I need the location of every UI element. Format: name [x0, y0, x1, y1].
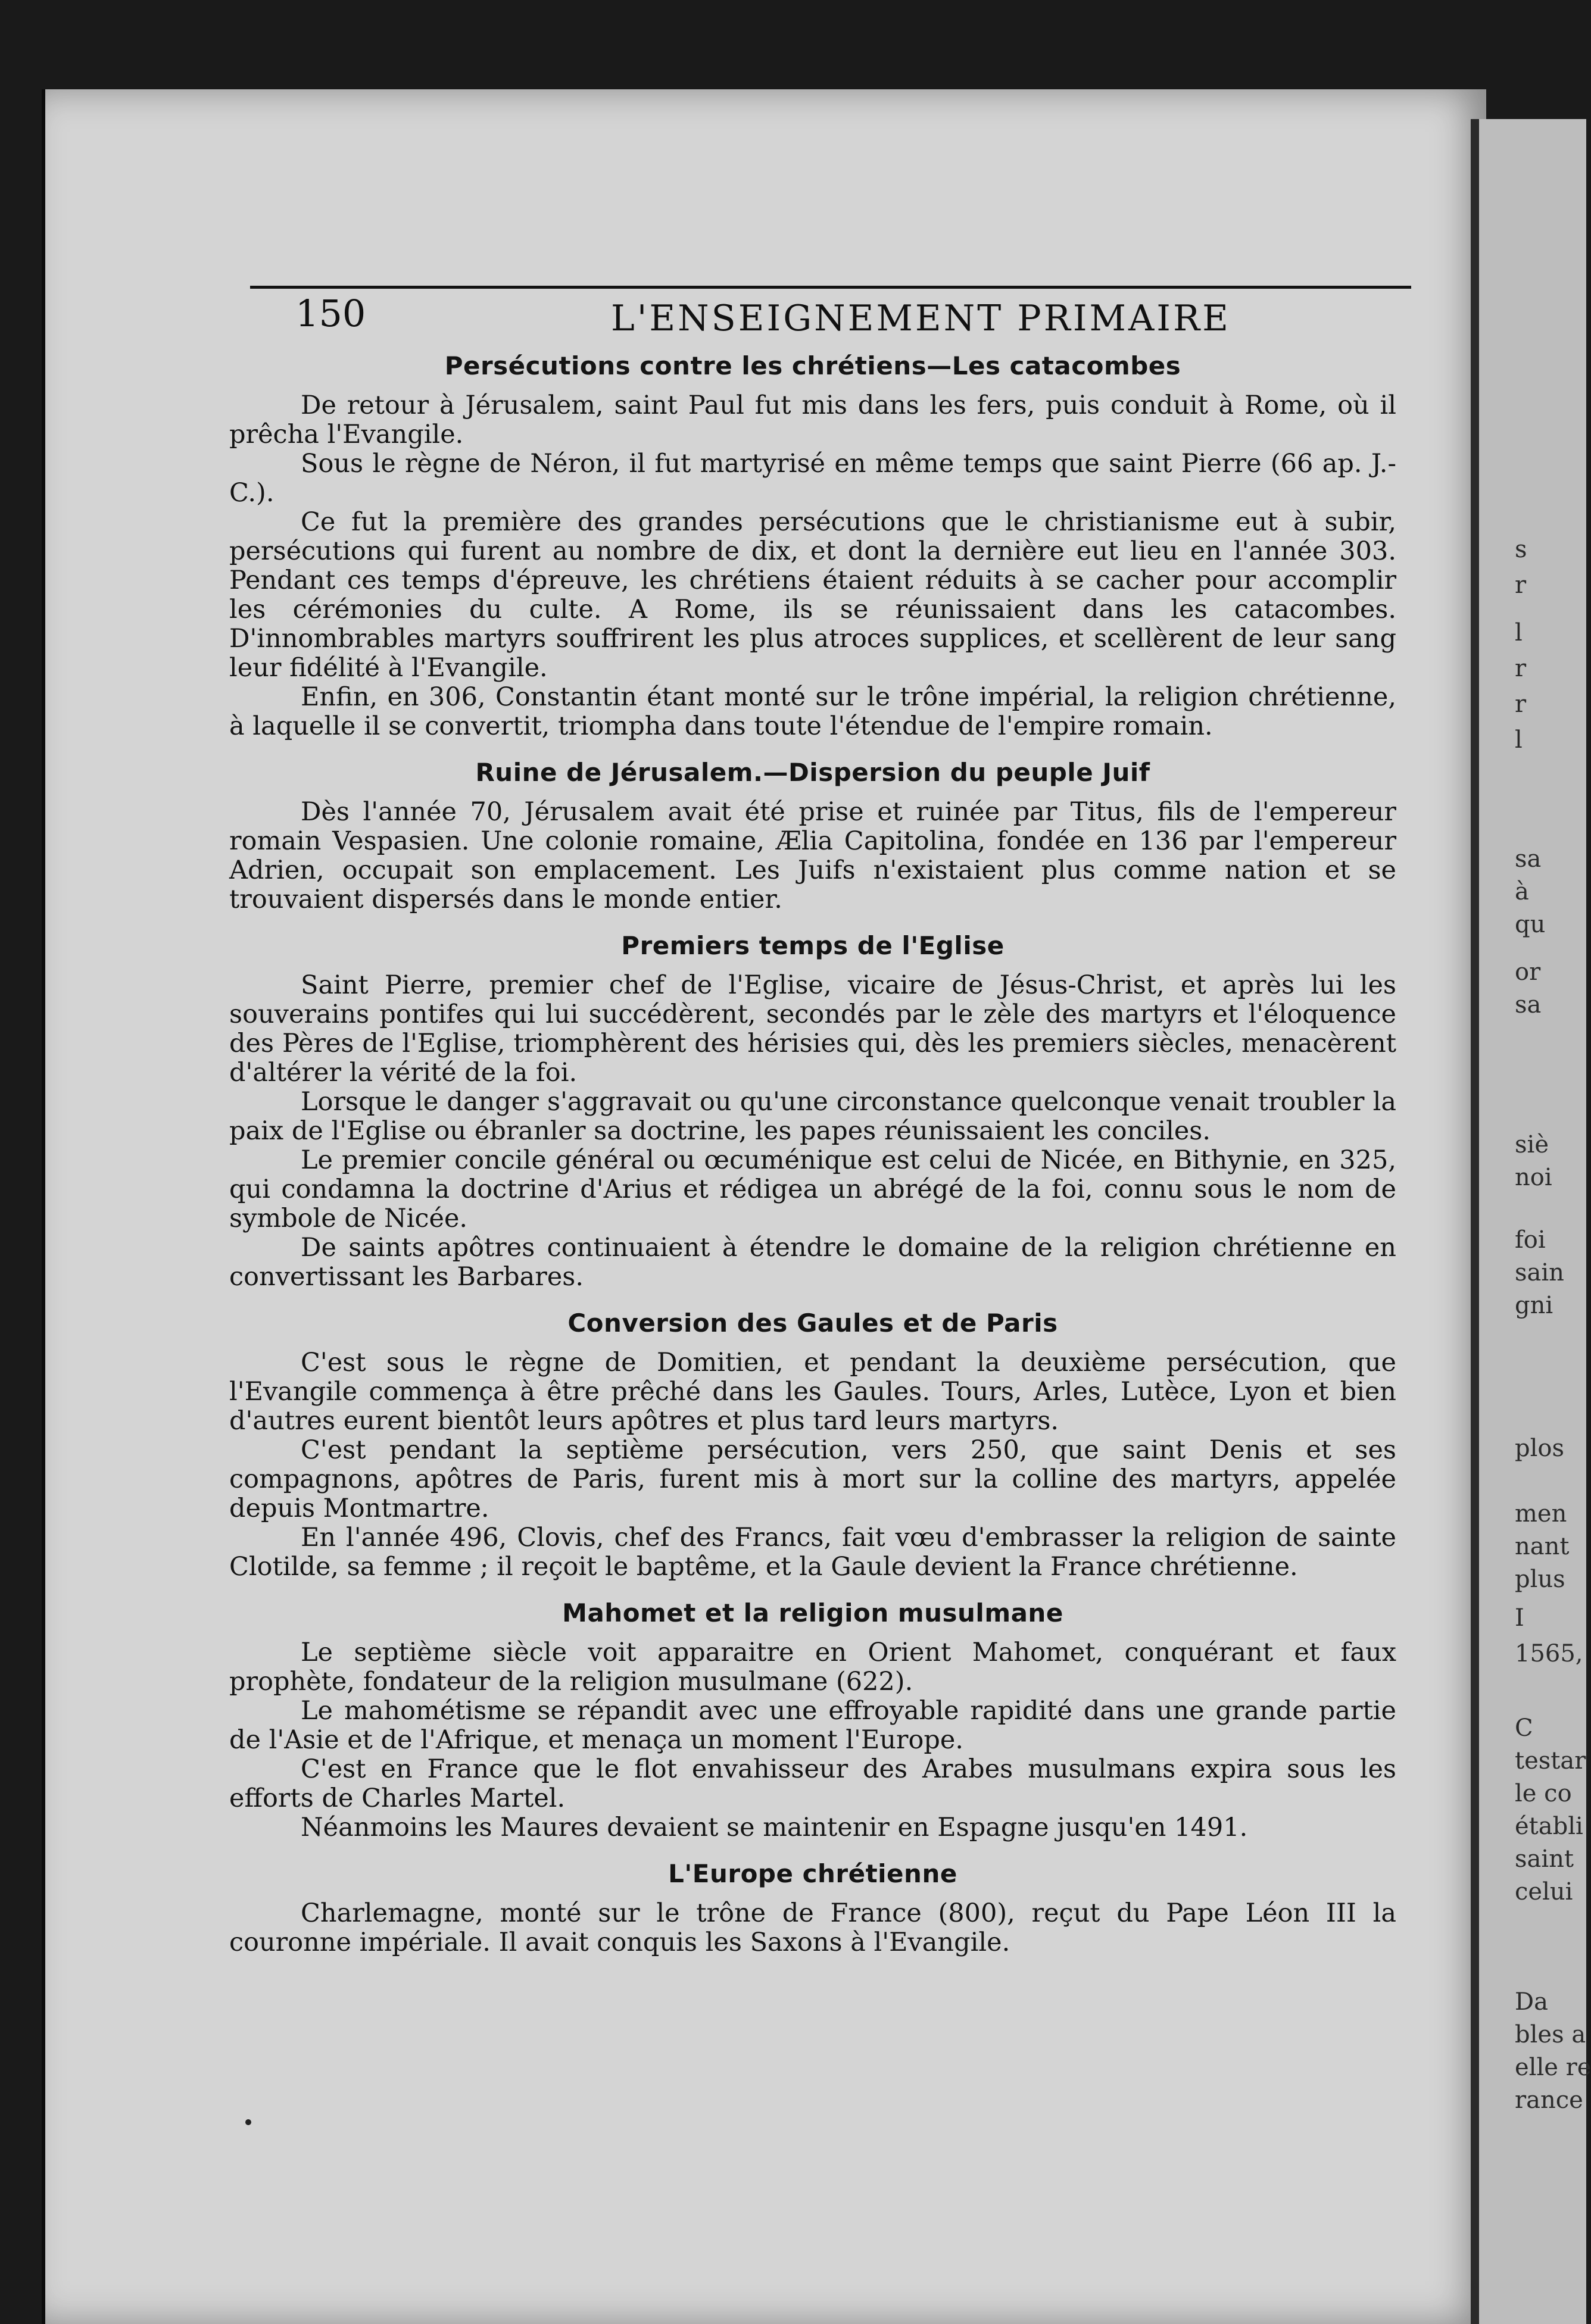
facing-text-fragment: Da: [1515, 1988, 1548, 2016]
paragraph: Lorsque le danger s'aggravait ou qu'une circonstance quelconque venait troubler la paix de l'Eglise ou ébranler sa doctrine, les papes réunissaient les conciles.: [229, 1087, 1396, 1146]
facing-text-fragment: foi: [1515, 1226, 1546, 1254]
facing-text-fragment: nant: [1515, 1533, 1570, 1560]
paragraph: Dès l'année 70, Jérusalem avait été prise et ruinée par Titus, fils de l'empereur romain Vespasien. Une colonie romaine, Ælia Capitolina, fondée en 136 par l'empereur Adrien, occupait son emplacement. Les Juifs n'existaient plus comme nation et se trouvaient dispersés dans le monde entier.: [229, 797, 1396, 914]
paragraph: Le mahométisme se répandit avec une effroyable rapidité dans une grande partie de l'Asie et de l'Afrique, et menaça un moment l'Europe.: [229, 1696, 1396, 1755]
header-rule: [250, 286, 1411, 289]
paragraph: De saints apôtres continuaient à étendre le domaine de la religion chrétienne en convertissant les Barbares.: [229, 1233, 1396, 1292]
section-title: Persécutions contre les chrétiens—Les catacombes: [444, 351, 1181, 380]
paragraph: Le septième siècle voit apparaitre en Orient Mahomet, conquérant et faux prophète, fondateur de la religion musulmane (622).: [229, 1638, 1396, 1697]
running-title: L'ENSEIGNEMENT PRIMAIRE: [611, 298, 1231, 339]
facing-text-fragment: 1565,: [1515, 1640, 1583, 1667]
section-title: Conversion des Gaules et de Paris: [567, 1308, 1058, 1338]
paragraph: Ce fut la première des grandes persécutions que le christianisme eut à subir, persécutions qui furent au nombre de dix, et dont la dernière eut lieu en l'année 303. Pendant ces temps d'épreuve, les chrétiens étaient réduits à se cacher pour accomplir les cérémonies du culte. A Rome, ils se réunissaient dans les catacombes. D'innombrables martyrs souffrirent les plus atroces supplices, et scellèrent de leur sang leur fidélité à l'Evangile.: [229, 507, 1396, 683]
paragraph: Saint Pierre, premier chef de l'Eglise, vicaire de Jésus-Christ, et après lui les souverains pontifes qui lui succédèrent, secondés par le zèle des martyrs et l'éloquence des Pères de l'Eglise, triomphèrent des hérisies qui, dès les premiers siècles, menacèrent d'altérer la vérité de la foi.: [229, 970, 1396, 1088]
paragraph: Le premier concile général ou œcuménique est celui de Nicée, en Bithynie, en 325, qui condamna la doctrine d'Arius et rédigea un abrégé de la foi, connu sous le nom de symbole de Nicée.: [229, 1145, 1396, 1233]
page-number: 150: [295, 292, 366, 335]
facing-text-fragment: celui: [1515, 1878, 1573, 1906]
facing-text-fragment: plos: [1515, 1435, 1565, 1462]
page-header: [289, 208, 1433, 339]
facing-text-fragment: à: [1515, 878, 1529, 905]
section-title: L'Europe chrétienne: [668, 1859, 957, 1888]
facing-text-fragment: sa: [1515, 845, 1542, 873]
ink-speck: [245, 2119, 251, 2125]
facing-text-fragment: r: [1515, 571, 1527, 599]
section-title: Premiers temps de l'Eglise: [621, 931, 1004, 960]
paragraph: Sous le règne de Néron, il fut martyrisé en même temps que saint Pierre (66 ap. J.-C.).: [229, 449, 1396, 508]
paragraph: C'est en France que le flot envahisseur des Arabes musulmans expira sous les efforts de Charles Martel.: [229, 1754, 1396, 1813]
facing-text-fragment: testar: [1515, 1747, 1586, 1775]
facing-text-fragment: I: [1515, 1604, 1524, 1632]
facing-text-fragment: r: [1515, 655, 1527, 682]
facing-text-fragment: rance: [1515, 2086, 1583, 2114]
facing-text-fragment: l: [1515, 619, 1523, 646]
paragraph: Néanmoins les Maures devaient se maintenir en Espagne jusqu'en 1491.: [301, 1813, 1248, 1842]
facing-text-fragment: or: [1515, 958, 1541, 986]
facing-text-fragment: établi: [1515, 1813, 1583, 1840]
paragraph: Charlemagne, monté sur le trône de France (800), reçut du Pape Léon III la couronne impériale. Il avait conquis les Saxons à l'Evangile.: [229, 1898, 1396, 1957]
section-title: Mahomet et la religion musulmane: [562, 1598, 1063, 1628]
paragraph: En l'année 496, Clovis, chef des Francs, fait vœu d'embrasser la religion de sainte Clotilde, sa femme ; il reçoit le baptême, et la Gaule devient la France chrétienne.: [229, 1523, 1396, 1582]
facing-text-fragment: elle re: [1515, 2054, 1591, 2081]
facing-text-fragment: r: [1515, 691, 1527, 718]
paragraph: C'est sous le règne de Domitien, et pendant la deuxième persécution, que l'Evangile commença à être prêché dans les Gaules. Tours, Arles, Lutèce, Lyon et bien d'autres eurent bientôt leurs apôtres et plus tard leurs martyrs.: [229, 1348, 1396, 1436]
facing-text-fragment: qu: [1515, 911, 1546, 938]
facing-text-fragment: sain: [1515, 1259, 1564, 1286]
facing-text-fragment: siè: [1515, 1131, 1549, 1158]
facing-text-fragment: s: [1515, 536, 1527, 563]
facing-text-fragment: gni: [1515, 1292, 1553, 1319]
section-title: Ruine de Jérusalem.—Dispersion du peuple Juif: [475, 758, 1150, 787]
facing-page-edge: [1471, 119, 1591, 2324]
facing-text-fragment: sa: [1515, 991, 1542, 1019]
facing-text-fragment: le co: [1515, 1780, 1572, 1807]
facing-text-fragment: noi: [1515, 1164, 1552, 1191]
facing-text-fragment: plus: [1515, 1566, 1565, 1593]
facing-text-fragment: men: [1515, 1500, 1567, 1528]
page-content: [229, 351, 1396, 1957]
facing-text-fragment: saint: [1515, 1845, 1574, 1873]
paragraph: De retour à Jérusalem, saint Paul fut mis dans les fers, puis conduit à Rome, où il prêcha l'Evangile.: [229, 391, 1396, 449]
paragraph: Enfin, en 306, Constantin étant monté sur le trône impérial, la religion chrétienne, à laquelle il se convertit, triompha dans toute l'étendue de l'empire romain.: [229, 682, 1396, 741]
paragraph: C'est pendant la septième persécution, vers 250, que saint Denis et ses compagnons, apôtres de Paris, furent mis à mort sur la colline des martyrs, appelée depuis Montmartre.: [229, 1435, 1396, 1523]
facing-text-fragment: C: [1515, 1714, 1533, 1742]
facing-text-fragment: l: [1515, 726, 1523, 754]
facing-text-fragment: bles a: [1515, 2021, 1586, 2048]
